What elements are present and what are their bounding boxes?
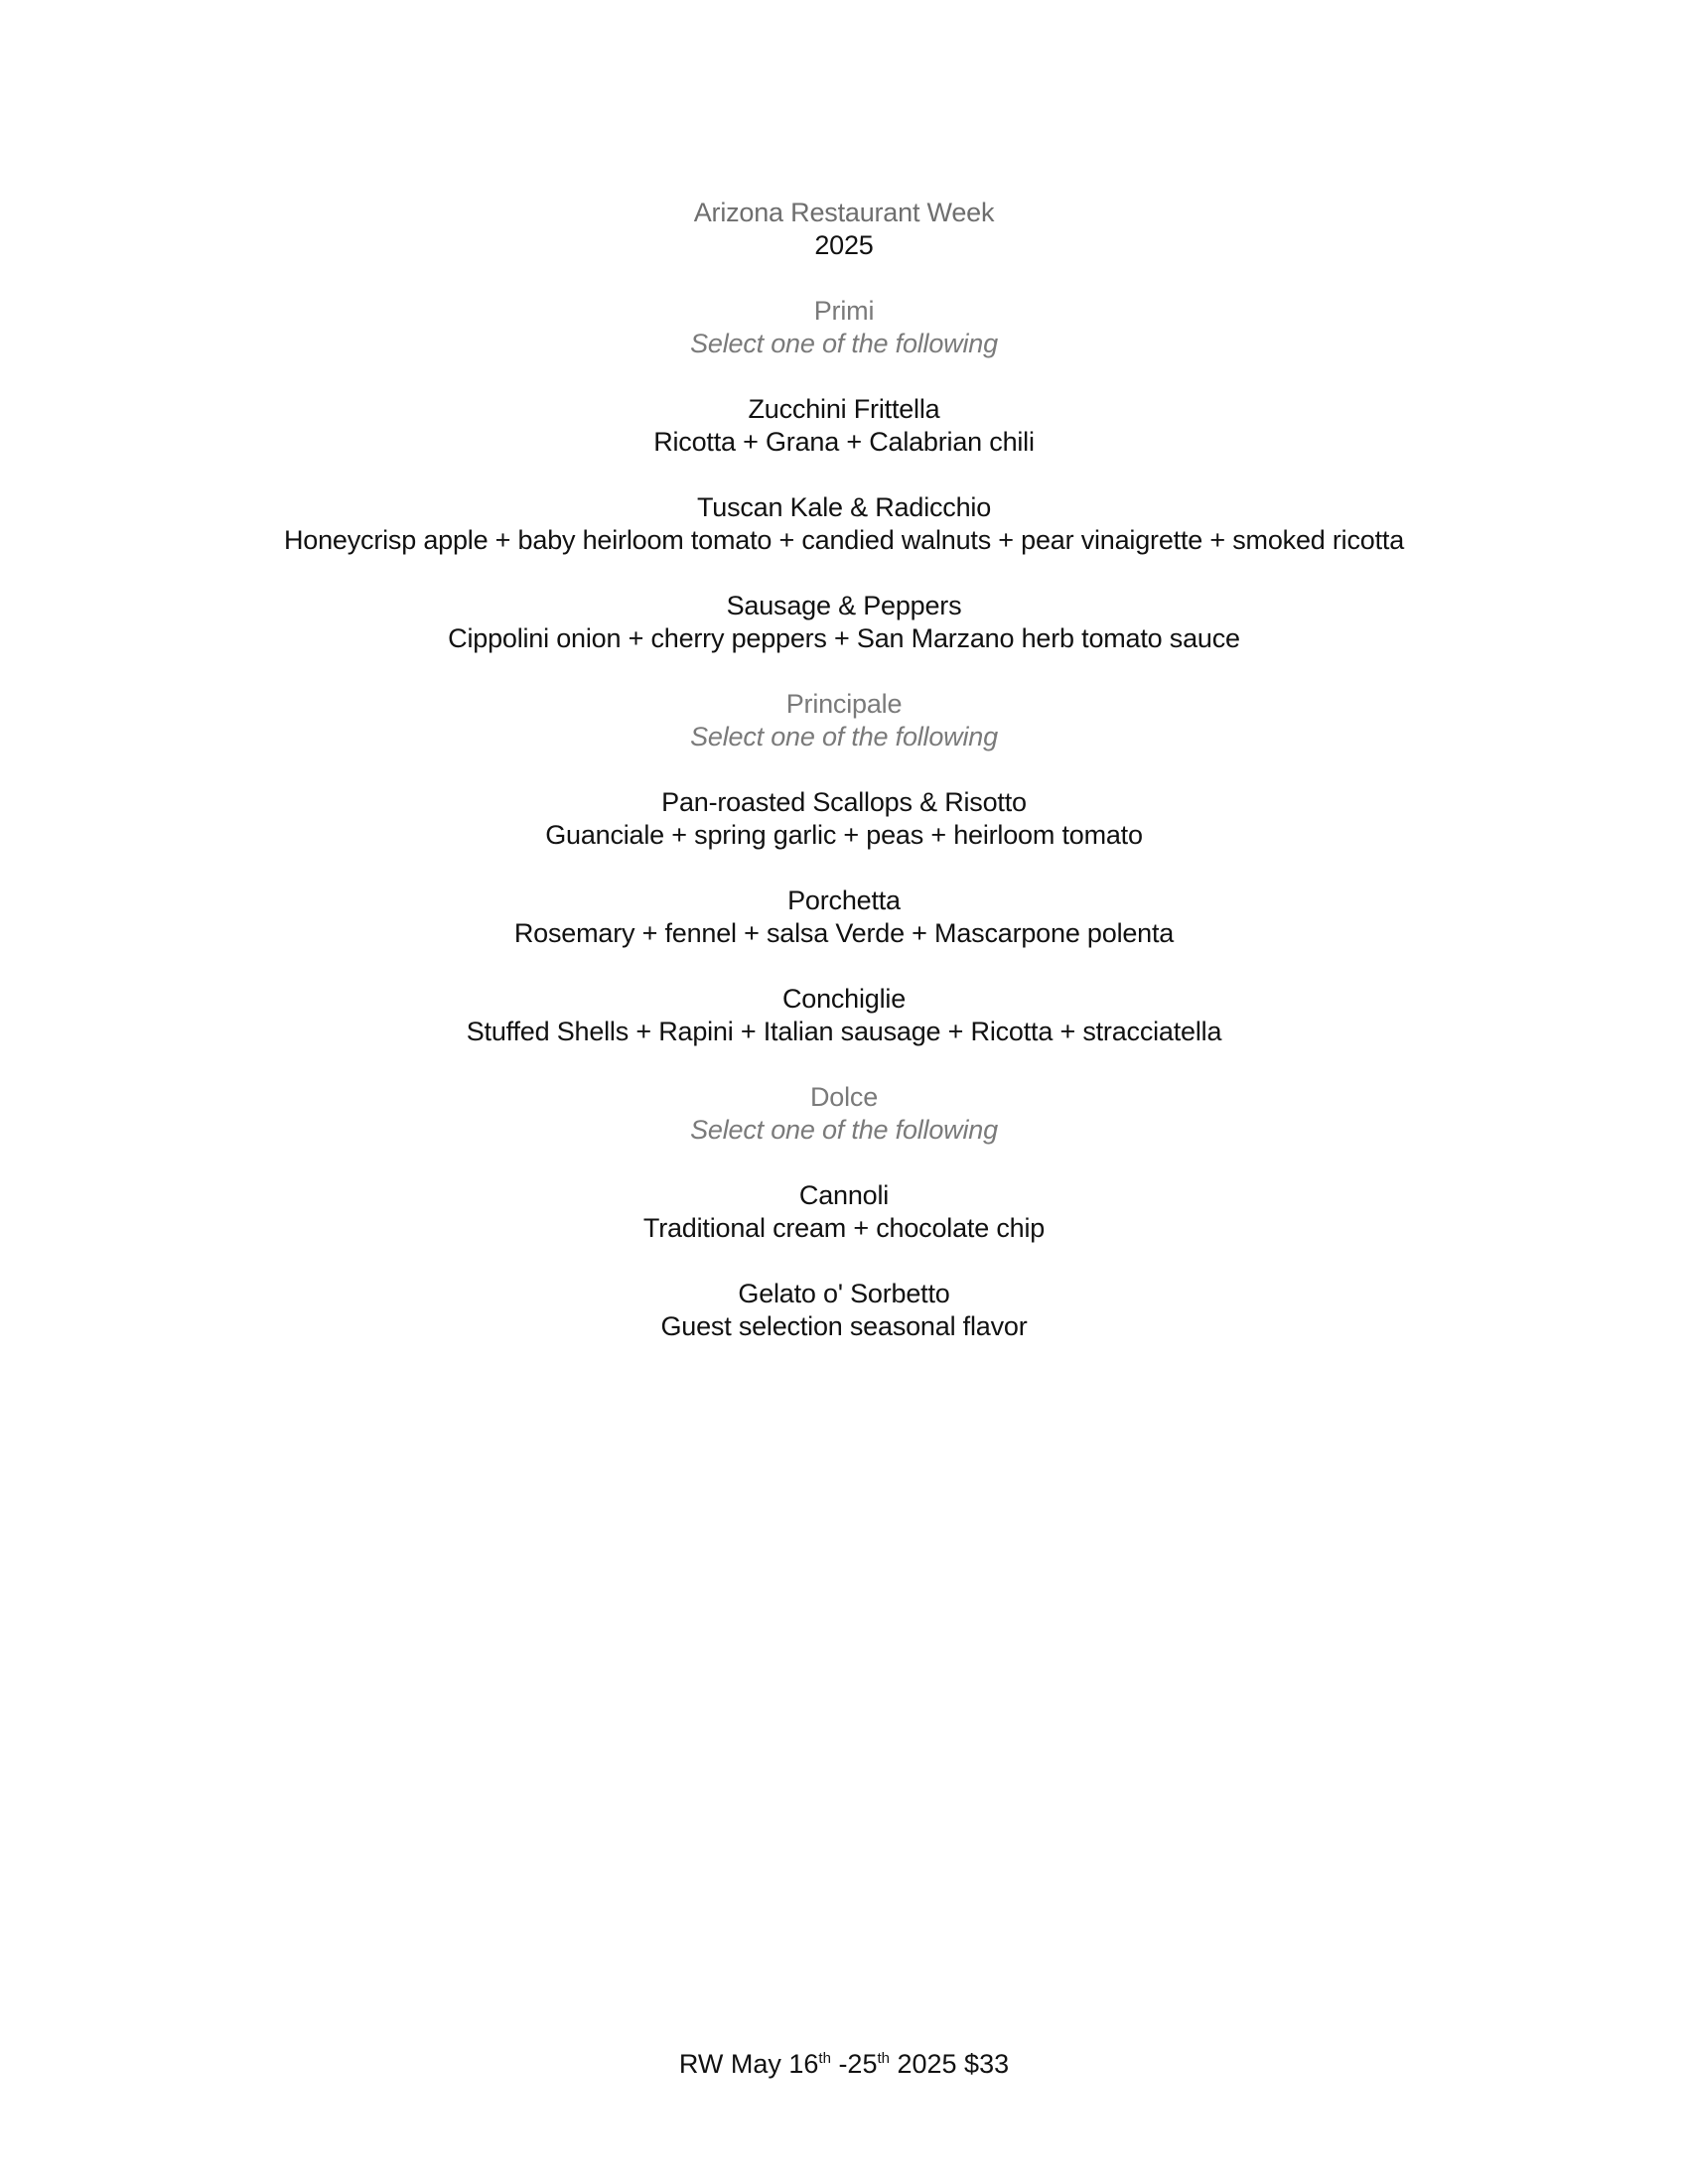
menu	[0, 197, 1688, 1343]
section-instruction: Select one of the following	[690, 722, 998, 751]
footer-dates-start: RW May 16	[678, 2049, 819, 2079]
item-name: Porchetta	[787, 886, 901, 915]
item-name: Pan-roasted Scallops & Risotto	[661, 787, 1027, 817]
item-description: Guanciale + spring garlic + peas + heirloom tomato	[545, 820, 1143, 850]
menu-item	[0, 590, 1688, 655]
section-primi	[0, 295, 1688, 360]
section-title: Principale	[785, 689, 903, 719]
menu-item	[0, 491, 1688, 557]
item-description: Guest selection seasonal flavor	[660, 1311, 1028, 1341]
item-name: Cannoli	[798, 1180, 890, 1210]
menu-year: 2025	[814, 230, 874, 260]
menu-item	[0, 885, 1688, 950]
item-name: Sausage & Peppers	[726, 591, 962, 620]
item-description: Traditional cream + chocolate chip	[642, 1213, 1046, 1243]
item-description: Stuffed Shells + Rapini + Italian sausage + Ricotta + stracciatella	[466, 1017, 1222, 1046]
ordinal-suffix: th	[818, 2050, 831, 2067]
menu-item	[0, 393, 1688, 459]
menu-title: Arizona Restaurant Week	[693, 198, 995, 227]
item-description: Honeycrisp apple + baby heirloom tomato + candied walnuts + pear vinaigrette + smoked ricotta	[283, 525, 1405, 555]
section-title: Primi	[813, 296, 875, 326]
section-instruction: Select one of the following	[690, 329, 998, 358]
section-dolce	[0, 1081, 1688, 1147]
section-instruction: Select one of the following	[690, 1115, 998, 1145]
menu-item	[0, 1179, 1688, 1245]
ordinal-suffix: th	[877, 2050, 890, 2067]
item-description: Rosemary + fennel + salsa Verde + Mascarpone polenta	[513, 918, 1175, 948]
item-name: Tuscan Kale & Radicchio	[696, 492, 992, 522]
menu-item	[0, 983, 1688, 1048]
menu-item	[0, 786, 1688, 852]
item-description: Ricotta + Grana + Calabrian chili	[653, 427, 1035, 457]
item-name: Gelato o' Sorbetto	[738, 1279, 950, 1308]
price-footer	[0, 2048, 1688, 2081]
footer-price: 2025 $33	[889, 2049, 1010, 2079]
item-name: Zucchini Frittella	[748, 394, 940, 424]
item-name: Conchiglie	[781, 984, 907, 1014]
footer-dates-end: -25	[830, 2049, 878, 2079]
item-description: Cippolini onion + cherry peppers + San Marzano herb tomato sauce	[448, 623, 1240, 653]
section-title: Dolce	[809, 1082, 879, 1112]
menu-item	[0, 1278, 1688, 1343]
section-principale	[0, 688, 1688, 753]
